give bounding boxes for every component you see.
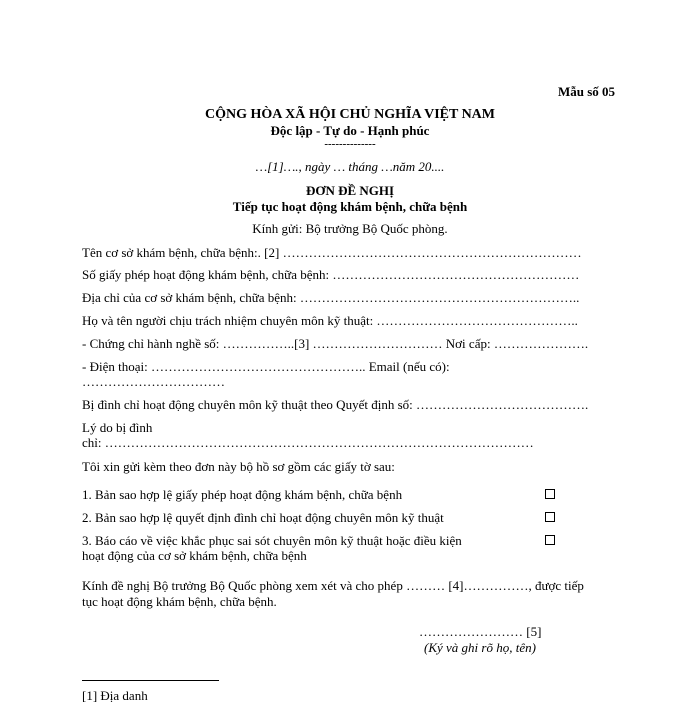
attachment-checkbox[interactable]	[545, 489, 555, 499]
attachment-checkbox[interactable]	[545, 535, 555, 545]
attachment-checkbox[interactable]	[545, 512, 555, 522]
motto-divider: --------------	[324, 138, 376, 150]
signature-line: …………………… [5]	[419, 624, 542, 639]
recipient-line: Kính gửi: Bộ trưởng Bộ Quốc phòng.	[252, 221, 448, 236]
attachment-item: 3. Báo cáo về việc khắc phục sai sót chuyên môn kỹ thuật hoặc điều kiện	[82, 533, 462, 548]
footnote-divider	[82, 680, 219, 681]
responsible-person-field: Họ và tên người chịu trách nhiệm chuyên môn kỹ thuật: ………………………………………..	[82, 313, 578, 328]
suspension-reason-label: Lý do bị đình	[82, 420, 153, 435]
form-subtitle: Tiếp tục hoạt động khám bệnh, chữa bệnh	[232, 199, 468, 214]
phone-email-field: - Điện thoại: ………………………………………….. Email (nếu có):	[82, 359, 450, 374]
suspension-reason-field: chỉ: ………………………………………………………………………………………	[82, 435, 534, 450]
attachment-item: 2. Bản sao hợp lệ quyết định đình chỉ hoạt động chuyên môn kỹ thuật	[82, 510, 444, 525]
address-field: Địa chỉ của cơ sở khám bệnh, chữa bệnh: ………………………………………………………..	[82, 290, 580, 305]
place-date-line: …[1]…., ngày … tháng …năm 20....	[255, 159, 445, 174]
certificate-field: - Chứng chỉ hành nghề số: ……………..[3] ………………………… Nơi cấp: ………………….	[82, 336, 589, 351]
request-line: Kính đề nghị Bộ trưởng Bộ Quốc phòng xem xét và cho phép ……… [4]……………, được tiếp	[82, 578, 584, 593]
suspension-decision-field: Bị đình chỉ hoạt động chuyên môn kỹ thuật theo Quyết định số: ………………………………….	[82, 397, 589, 412]
facility-name-field: Tên cơ sở khám bệnh, chữa bệnh:. [2] ……………………………………………………………	[82, 245, 582, 260]
national-title: CỘNG HÒA XÃ HỘI CHỦ NGHĨA VIỆT NAM	[204, 107, 495, 122]
phone-email-field-continued: ……………………………	[82, 374, 225, 389]
license-number-field: Số giấy phép hoạt động khám bệnh, chữa bệnh: …………………………………………………	[82, 267, 580, 282]
form-title: ĐƠN ĐỀ NGHỊ	[305, 183, 395, 198]
signature-note: (Ký và ghi rõ họ, tên)	[424, 640, 536, 655]
attachment-item: 1. Bản sao hợp lệ giấy phép hoạt động khám bệnh, chữa bệnh	[82, 487, 403, 502]
attachment-item-continued: hoạt động của cơ sở khám bệnh, chữa bệnh	[82, 548, 307, 563]
request-line-continued: tục hoạt động khám bệnh, chữa bệnh.	[82, 594, 277, 609]
national-motto: Độc lập - Tự do - Hạnh phúc	[270, 123, 430, 138]
form-code: Mẫu số 05	[558, 84, 616, 99]
attachments-intro: Tôi xin gửi kèm theo đơn này bộ hồ sơ gồm các giấy tờ sau:	[82, 459, 395, 474]
footnote-text: [1] Địa danh	[82, 688, 148, 703]
